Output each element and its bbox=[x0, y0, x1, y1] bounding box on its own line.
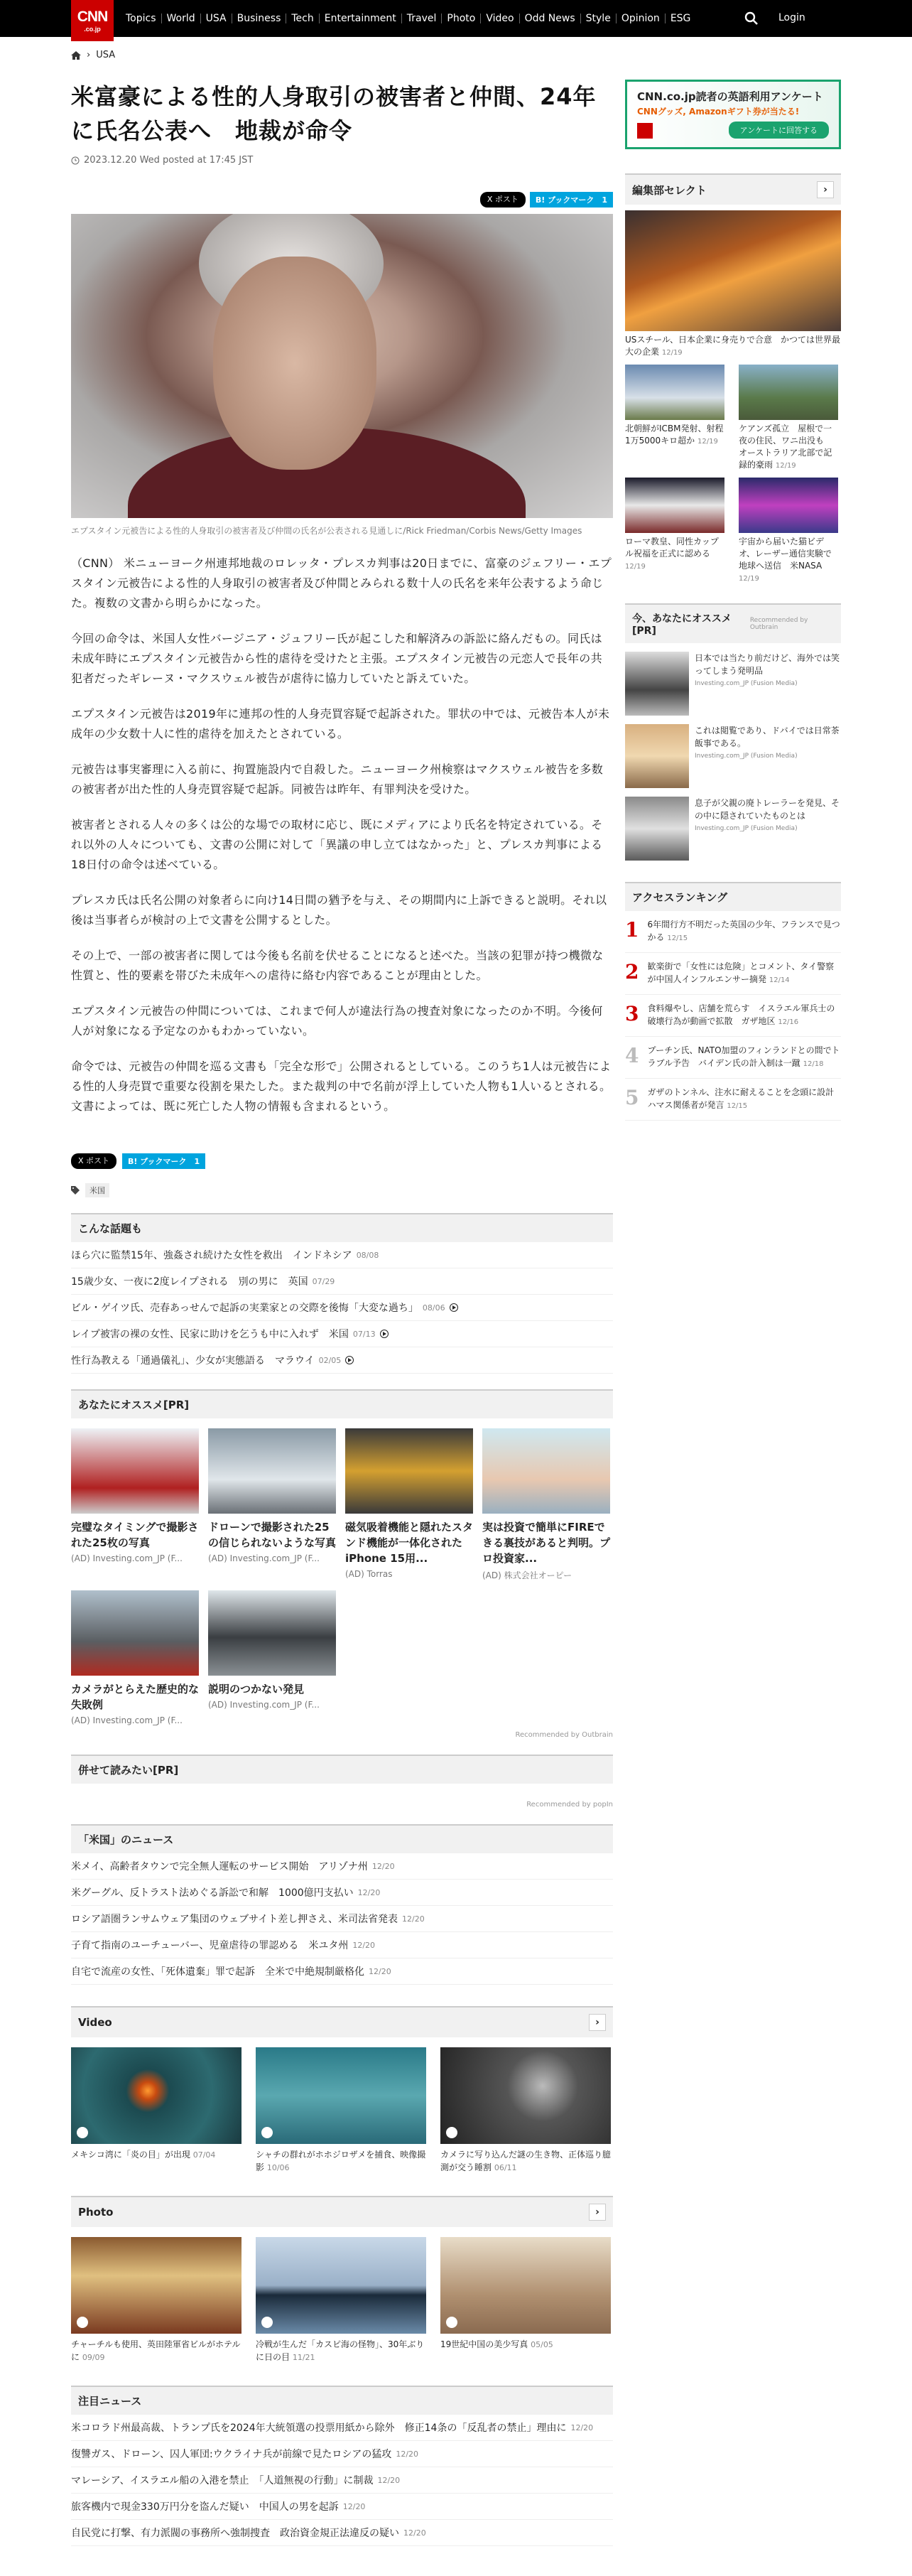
nav-item-11[interactable]: Opinion bbox=[617, 14, 666, 23]
list-item-title[interactable]: 15歳少女、一夜に2度レイプされる 別の男に 英国 bbox=[71, 1276, 308, 1288]
list-item[interactable] bbox=[71, 1321, 613, 1347]
rank-text bbox=[647, 960, 841, 987]
sidebar: CNN.co.jp読者の英語利用アンケート CNNグッズ, Amazonギフト券が当たる! アンケートに回答する 編集部セレクト › USスチール、日本企業に身売りで合意 かつては世界最大の企業 12/19 北朝鮮がICBM発射、射程1万5000キロ超か 12/19 ケアンズ孤立 屋根で一夜の住民、ワニ出没も オーストラリア北部で記録的豪雨 12/19 ローマ教皇、同性カップル祝福を正式に認める 12/19 宇宙から届いた猫ビデオ、レーザー通信実験で地球へ送信 米NASA 12/19 今、あなたにオススメ[PR] Recommended by Outbrain 日本では当たり前だけど、海外では笑ってしまう発明品 Investing.com_JP (Fusion Media) これは閲覧であり、ドバイでは日常茶飯事である。 Investing.com_JP (Fusion Media) 息子が父親の廃トレーラーを発見、その中に隠されていたものとは Investing.com_JP (Fusion Media) アクセスランキング 1 6年間行方不明だった英国の少年、フランスで見つかる 12/15 2 歓楽街で「女性には危険」とコメント、タイ警察が中国人インフルエンサー摘発 12/14 3 食料爆やし、店舗を荒らす イスラエル軍兵士の破壊行為が動画で拡散 ガザ地区 12/16 4 プーチン氏、NATO加盟のフィンランドとの間でトラブル予告 バイデン氏の計入制は一蹴 12/18 5 ガザのトンネル、注水に耐えることを念頭に設計 ハマス関係者が発言 12/15 bbox=[625, 80, 841, 1121]
card-title[interactable]: メキシコ湾に「炎の目」が出現 bbox=[71, 2150, 190, 2160]
section-title: 注目ニュース bbox=[78, 2395, 142, 2408]
card-image bbox=[625, 724, 689, 788]
card-image bbox=[739, 478, 838, 533]
x-post-button[interactable]: X ポスト bbox=[480, 192, 526, 208]
tags bbox=[71, 1183, 613, 1197]
chevron-right-icon[interactable]: › bbox=[817, 181, 834, 198]
card-title[interactable]: チャーチルも使用、英田陸軍省ビルがホテルに bbox=[71, 2339, 241, 2362]
recommend-card[interactable] bbox=[71, 1428, 199, 1581]
video-section bbox=[71, 2006, 613, 2174]
card-caption bbox=[256, 2148, 426, 2174]
camera-icon bbox=[446, 2317, 457, 2328]
outbrain-item[interactable] bbox=[625, 652, 841, 716]
card-title[interactable]: シャチの群れがホホジロザメを捕食、映像撮影 bbox=[256, 2150, 426, 2172]
clock-icon bbox=[71, 156, 80, 165]
chevron-right-icon[interactable]: › bbox=[589, 2204, 606, 2221]
card-date: 07/04 bbox=[192, 2150, 216, 2160]
photo-section bbox=[71, 2196, 613, 2364]
recommend-section bbox=[71, 1389, 613, 1739]
popin-credit[interactable]: Recommended by popIn bbox=[526, 1801, 613, 1809]
card-source: (AD) Torras bbox=[345, 1569, 393, 1579]
article-paragraph: その上で、一部の被害者に関しては今後も名前を伏せることになると述べた。当該の犯罪が持つ機微な性質と、性的要素を帯びた未成年への虐待に絡む内容であることが理由とした。 bbox=[71, 949, 604, 982]
photo-card[interactable] bbox=[71, 2237, 241, 2364]
survey-banner[interactable]: CNN.co.jp読者の英語利用アンケート CNNグッズ, Amazonギフト券が当たる! アンケートに回答する bbox=[625, 80, 841, 149]
list-item[interactable] bbox=[71, 2441, 613, 2467]
list-item[interactable] bbox=[71, 2467, 613, 2494]
card-caption bbox=[71, 2148, 241, 2162]
rank-number: 5 bbox=[625, 1086, 639, 1109]
ranking-item[interactable] bbox=[625, 995, 841, 1037]
breadcrumb: › USA bbox=[71, 50, 115, 60]
photo-card[interactable] bbox=[440, 2237, 611, 2364]
list-item-date: 12/20 bbox=[371, 1861, 395, 1871]
section-title: 今、あなたにオススメ[PR] bbox=[632, 613, 732, 637]
card-date: 12/19 bbox=[697, 438, 718, 446]
tag-usa[interactable]: 米国 bbox=[85, 1183, 109, 1197]
list-item-date: 07/13 bbox=[352, 1329, 376, 1339]
card-title[interactable]: 磁気吸着機能と隠れたスタンド機能が一体化されたiPhone 15用... bbox=[345, 1521, 474, 1565]
list-item-title[interactable]: ロシア語圏ランサムウェア集団のウェブサイト差し押さえ、米司法省発表 bbox=[71, 1914, 398, 1925]
list-item-date: 12/20 bbox=[402, 1914, 425, 1924]
list-item-date: 12/20 bbox=[369, 1966, 391, 1976]
card-caption bbox=[71, 2338, 241, 2364]
list-item-title[interactable]: 米グーグル、反トラスト法めぐる訴訟で和解 1000億円支払い bbox=[71, 1887, 354, 1899]
list-item-title[interactable]: 旅客機内で現金330万円分を盗んだ疑い 中国人の男を起訴 bbox=[71, 2501, 339, 2513]
hatena-bookmark-button[interactable]: B! ブックマーク 1 bbox=[530, 192, 613, 208]
section-title: Video bbox=[78, 2016, 112, 2029]
article-paragraph: エプスタイン元被告の仲間については、これまで何人が違法行為の捜査対象になったのか不明。今後何人が対象になる予定なのかもわかっていない。 bbox=[71, 1004, 603, 1038]
card-image bbox=[71, 2047, 241, 2144]
card-date: 12/19 bbox=[739, 575, 759, 583]
home-icon[interactable] bbox=[71, 51, 81, 60]
play-icon bbox=[261, 2127, 273, 2138]
article-main bbox=[71, 80, 613, 2546]
card-title[interactable]: 宇宙から届いた猫ビデオ、レーザー通信実験で地球へ送信 米NASA bbox=[739, 537, 832, 571]
recommend-card[interactable] bbox=[208, 1428, 336, 1581]
card-source: (AD) Investing.com_JP (F... bbox=[208, 1553, 320, 1563]
section-title: 編集部セレクト bbox=[632, 183, 707, 197]
card-title[interactable]: 19世紀中国の美少写真 bbox=[440, 2339, 528, 2349]
ranking-item[interactable] bbox=[625, 1079, 841, 1121]
article-paragraph: （CNN） 米ニューヨーク州連邦地裁のロレッタ・プレスカ判事は20日までに、富豪のジェフリー・エプスタイン元被告による性的人身取引の被害者及び仲間とみられる数十人の氏名を来年公表するよう命じた。複数の文書から明らかになった。 bbox=[71, 556, 612, 610]
tag-icon bbox=[71, 1186, 80, 1195]
card-title[interactable]: ローマ教皇、同性カップル祝福を正式に認める bbox=[625, 537, 719, 559]
rank-title[interactable]: プーチン氏、NATO加盟のフィンランドとの間でトラブル予告 バイデン氏の計入制は一蹴 bbox=[647, 1045, 840, 1068]
nav-item-4[interactable]: Tech bbox=[286, 14, 319, 23]
ranking-item[interactable] bbox=[625, 1037, 841, 1079]
outbrain-item[interactable] bbox=[625, 724, 841, 788]
card-title[interactable]: 完璧なタイミングで撮影された25枚の写真 bbox=[71, 1521, 199, 1549]
card-title[interactable]: カメラがとらえた歴史的な失敗例 bbox=[71, 1683, 200, 1711]
article-title: 米富豪による性的人身取引の被害者と仲間、24年に氏名公表へ 地裁が命令 bbox=[71, 83, 597, 144]
breadcrumb-current[interactable]: USA bbox=[96, 50, 116, 60]
list-item[interactable] bbox=[71, 1906, 613, 1932]
list-item-date: 12/20 bbox=[377, 2475, 401, 2485]
related-section bbox=[71, 1213, 613, 1374]
card-image bbox=[625, 652, 689, 716]
card-text bbox=[695, 797, 841, 861]
rank-number: 4 bbox=[625, 1044, 639, 1067]
play-icon bbox=[446, 2127, 457, 2138]
list-item[interactable] bbox=[71, 1268, 613, 1295]
video-card[interactable] bbox=[71, 2047, 241, 2174]
section-title: アクセスランキング bbox=[632, 891, 728, 904]
rank-title[interactable]: 食料爆やし、店舗を荒らす イスラエル軍兵士の破壊行為が動画で拡散 ガザ地区 bbox=[647, 1003, 835, 1026]
list-item-title[interactable]: 性行為教える「通過儀礼」、少女が実態語る マラウイ bbox=[71, 1355, 315, 1367]
ranking-item[interactable] bbox=[625, 953, 841, 995]
article-date: 2023.12.20 Wed posted at 17:45 JST bbox=[71, 155, 613, 166]
list-item-title[interactable]: 復讐ガス、ドローン、囚人軍団:ウクライナ兵が前線で見たロシアの猛攻 bbox=[71, 2449, 392, 2460]
article-paragraph: 今回の命令は、米国人女性バージニア・ジュフリー氏が起こした和解済みの訴訟に絡んだもの。同氏は未成年時にエプスタイン元被告から性的虐待を受けたと主張。エプスタイン元被告の元恋人で長年の共犯者だったギレーヌ・マクスウェル被告が虐待に協力していたと訴えていた。 bbox=[71, 632, 602, 685]
card-image bbox=[71, 1428, 199, 1514]
list-item-date: 12/20 bbox=[403, 2528, 426, 2538]
list-item-title[interactable]: 子育て指南のユーチューバー、児童虐待の罪認める 米ユタ州 bbox=[71, 1940, 349, 1951]
card-source: (AD) 株式会社オーピー bbox=[482, 1570, 572, 1580]
rank-text bbox=[647, 1086, 841, 1113]
card-source: (AD) Investing.com_JP (F... bbox=[208, 1700, 320, 1710]
card-text bbox=[695, 724, 841, 788]
list-item-title[interactable]: 自宅で流産の女性、「死体遺棄」罪で起訴 全米で中絶規制厳格化 bbox=[71, 1966, 364, 1978]
card-caption bbox=[739, 536, 838, 585]
main-nav bbox=[121, 14, 695, 23]
nav-item-2[interactable]: USA bbox=[201, 14, 232, 23]
list-item-date: 08/08 bbox=[356, 1250, 379, 1260]
card-image bbox=[625, 797, 689, 861]
card-date: 09/09 bbox=[82, 2353, 105, 2362]
list-item-date: 08/06 bbox=[422, 1303, 445, 1313]
chevron-right-icon[interactable]: › bbox=[589, 2014, 606, 2031]
select-card[interactable] bbox=[625, 478, 724, 585]
list-item-title[interactable]: 米メイ、高齢者タウンで完全無人運転のサービス開始 アリゾナ州 bbox=[71, 1861, 368, 1872]
section-title: こんな話題も bbox=[78, 1222, 143, 1235]
card-date: 05/05 bbox=[531, 2340, 553, 2349]
card-caption bbox=[440, 2148, 611, 2174]
section-title: あなたにオススメ[PR] bbox=[78, 1399, 190, 1411]
camera-icon bbox=[261, 2317, 273, 2328]
select-card[interactable] bbox=[625, 365, 724, 472]
photo-caption: エプスタイン元被告による性的人身取引の被害者及び仲間の氏名が公表される見通しに/Rick Friedman/Corbis News/Getty Images bbox=[71, 526, 582, 536]
card-title[interactable]: 息子が父親の廃トレーラーを発見、その中に隠されていたものとは bbox=[695, 798, 840, 821]
list-item[interactable] bbox=[71, 2494, 613, 2520]
card-title[interactable]: 説明のつかない発見 bbox=[208, 1683, 305, 1696]
rank-text bbox=[647, 918, 841, 945]
nav-item-9[interactable]: Odd News bbox=[520, 14, 581, 23]
nav-item-8[interactable]: Video bbox=[481, 14, 519, 23]
rank-title[interactable]: 歓楽街で「女性には危険」とコメント、タイ警察が中国人インフルエンサー摘発 bbox=[647, 961, 835, 984]
article-paragraph: プレスカ氏は氏名公開の対象者らに向け14日間の猶予を与え、その期間内に上訴できると説明。それ以後は当事者らが検討の上で文書を公開するとした。 bbox=[71, 893, 607, 927]
article-paragraph: 元被告は事実審理に入る前に、拘置施設内で自殺した。ニューヨーク州検察はマクスウェル被告を多数の被害者が出た性的人身売買容疑で起訴。同被告は昨年、有罪判決を受けた。 bbox=[71, 762, 604, 796]
list-item[interactable] bbox=[71, 2415, 613, 2441]
nav-item-0[interactable]: Topics bbox=[121, 14, 162, 23]
rank-date: 12/16 bbox=[778, 1018, 799, 1026]
card-image bbox=[345, 1428, 473, 1514]
recommend-card[interactable] bbox=[208, 1590, 336, 1725]
select-main[interactable]: USスチール、日本企業に身売りで合意 かつては世界最大の企業 12/19 bbox=[625, 210, 841, 359]
rank-number: 2 bbox=[625, 960, 639, 983]
card-source: (AD) Investing.com_JP (F... bbox=[71, 1553, 183, 1563]
rank-title[interactable]: ガザのトンネル、注水に耐えることを念頭に設計 ハマス関係者が発言 bbox=[647, 1087, 843, 1110]
select-card[interactable] bbox=[739, 365, 838, 472]
share-buttons-bottom bbox=[71, 1153, 613, 1169]
card-title[interactable]: カメラに写り込んだ謎の生き物、正体巡り臆測が交う睡割 bbox=[440, 2150, 612, 2172]
card-title[interactable]: ドローンで撮影された25の信じられないような写真 bbox=[208, 1521, 337, 1549]
list-item-title[interactable]: マレーシア、イスラエル船の入港を禁止 「人道無視の行動」に制裁 bbox=[71, 2475, 374, 2486]
card-image bbox=[482, 1428, 610, 1514]
x-post-button[interactable]: X ポスト bbox=[71, 1153, 116, 1169]
nav-item-7[interactable]: Photo bbox=[442, 14, 481, 23]
list-item-date: 12/20 bbox=[342, 2501, 366, 2511]
survey-button[interactable]: アンケートに回答する bbox=[729, 122, 829, 139]
us-news-section bbox=[71, 1824, 613, 1985]
select-main-image bbox=[625, 210, 841, 331]
card-title[interactable]: 北朝鮮がICBM発射、射程1万5000キロ超か bbox=[625, 424, 724, 446]
card-caption bbox=[625, 423, 724, 448]
card-title[interactable]: 冷戦が生んだ「カスピ海の怪物」、30年ぶりに日の目 bbox=[256, 2339, 425, 2362]
video-card[interactable] bbox=[256, 2047, 426, 2174]
video-play-icon bbox=[450, 1303, 458, 1312]
card-source: Investing.com_JP (Fusion Media) bbox=[695, 753, 798, 760]
list-item[interactable] bbox=[71, 1242, 613, 1268]
article-paragraph: エプスタイン元被告は2019年に連邦の性的人身売買容疑で起訴された。罪状の中では、元被告本人が未成年の少女数十人に性的虐待を加えたとされている。 bbox=[71, 707, 610, 740]
login-link[interactable]: Login bbox=[778, 12, 805, 23]
card-source: Investing.com_JP (Fusion Media) bbox=[695, 825, 798, 832]
video-card[interactable] bbox=[440, 2047, 611, 2174]
nav-item-6[interactable]: Travel bbox=[402, 14, 443, 23]
card-image bbox=[625, 365, 724, 420]
card-image bbox=[440, 2237, 611, 2334]
rank-text bbox=[647, 1002, 841, 1029]
recommend-card[interactable] bbox=[345, 1428, 473, 1581]
photo-card[interactable] bbox=[256, 2237, 426, 2364]
list-item[interactable] bbox=[71, 1295, 613, 1321]
rank-date: 12/14 bbox=[769, 976, 790, 984]
card-image bbox=[208, 1590, 336, 1676]
nav-item-3[interactable]: Business bbox=[232, 14, 287, 23]
rank-date: 12/18 bbox=[803, 1060, 824, 1068]
rank-date: 12/15 bbox=[667, 934, 688, 942]
cnn-mini-logo bbox=[637, 123, 653, 139]
section-title: 「米国」のニュース bbox=[78, 1833, 174, 1846]
list-item[interactable] bbox=[71, 1853, 613, 1880]
camera-icon bbox=[77, 2317, 88, 2328]
card-title[interactable]: 日本では当たり前だけど、海外では笑ってしまう発明品 bbox=[695, 653, 840, 676]
card-title[interactable]: 実は投資で簡単にFIREできる裏技があると判明。プロ投資家... bbox=[482, 1521, 611, 1565]
top-navbar bbox=[0, 0, 912, 37]
outbrain-credit[interactable]: Recommended by Outbrain bbox=[515, 1731, 613, 1739]
card-caption bbox=[625, 536, 724, 573]
card-image bbox=[256, 2047, 426, 2144]
card-image bbox=[440, 2047, 611, 2144]
card-source: (AD) Investing.com_JP (F... bbox=[71, 1715, 183, 1725]
list-item-title[interactable]: ビル・ゲイツ氏、売春あっせんで起訴の実業家との交際を後悔「大変な過ち」 bbox=[71, 1303, 418, 1314]
card-image bbox=[256, 2237, 426, 2334]
list-item-date: 02/05 bbox=[318, 1355, 342, 1365]
card-date: 11/21 bbox=[292, 2353, 315, 2362]
recommend-card[interactable] bbox=[482, 1428, 610, 1581]
card-caption bbox=[440, 2338, 611, 2351]
card-image bbox=[71, 1590, 199, 1676]
play-icon bbox=[77, 2127, 88, 2138]
section-title: Photo bbox=[78, 2206, 114, 2219]
attention-section bbox=[71, 2386, 613, 2546]
list-item-title[interactable]: ほら穴に監禁15年、強姦され続けた女性を救出 インドネシア bbox=[71, 1250, 352, 1261]
list-item[interactable] bbox=[71, 1880, 613, 1906]
rank-title[interactable]: 6年間行方不明だった英国の少年、フランスで見つかる bbox=[647, 920, 840, 942]
list-item[interactable] bbox=[71, 1347, 613, 1374]
search-icon[interactable] bbox=[744, 11, 759, 26]
rank-number: 1 bbox=[625, 918, 639, 942]
card-date: 12/19 bbox=[625, 563, 646, 571]
article-body bbox=[71, 554, 613, 1116]
card-title[interactable]: ケアンズ孤立 屋根で一夜の住民、ワニ出没も オーストラリア北部で記録的豪雨 bbox=[739, 424, 833, 470]
card-caption bbox=[256, 2338, 426, 2364]
rank-text bbox=[647, 1044, 841, 1071]
nav-item-12[interactable]: ESG bbox=[670, 13, 691, 24]
video-play-icon bbox=[380, 1330, 389, 1338]
list-item-title[interactable]: 米コロラド州最高裁、トランプ氏を2024年大統領選の投票用紙から除外 修正14条の「反乱者の禁止」理由に bbox=[71, 2423, 567, 2434]
article-paragraph: 被害者とされる人々の多くは公的な場での取材に応じ、既にメディアにより氏名を特定されている。それ以外の人々についても、文書の公開に対して「異議の申し立てはなかった」と、プレスカ判事による18日付の命令は述べている。 bbox=[71, 818, 603, 871]
list-item[interactable] bbox=[71, 1932, 613, 1958]
rank-number: 3 bbox=[625, 1002, 639, 1025]
video-play-icon bbox=[345, 1356, 354, 1364]
list-item-date: 12/20 bbox=[396, 2449, 419, 2459]
nav-item-5[interactable]: Entertainment bbox=[320, 14, 402, 23]
card-source: Investing.com_JP (Fusion Media) bbox=[695, 680, 798, 687]
card-image bbox=[625, 478, 724, 533]
article-paragraph: 命令では、元被告の仲間を巡る文書も「完全な形で」公開されるとしている。このうち1人は元被告による性的人身売買で重要な役割を果たした。また裁判の中で名前が浮上していた人物も1人いるとされる。文書によっては、既に死亡した人物の情報も含まれるという。 bbox=[71, 1060, 612, 1113]
card-date: 12/19 bbox=[775, 462, 796, 470]
article-photo bbox=[71, 214, 613, 518]
list-item-date: 12/20 bbox=[357, 1887, 381, 1897]
list-item-title[interactable]: レイプ被害の裸の女性、民家に助けを乞うも中に入れず 米国 bbox=[71, 1329, 349, 1340]
list-item-title[interactable]: 自民党に打撃、有力派閥の事務所へ強制捜査 政治資金規正法違反の疑い bbox=[71, 2528, 399, 2539]
recommend-card[interactable] bbox=[71, 1590, 199, 1725]
list-item-date: 07/29 bbox=[312, 1276, 335, 1286]
card-date: 10/06 bbox=[266, 2163, 290, 2172]
outbrain-item[interactable] bbox=[625, 797, 841, 861]
also-read-section bbox=[71, 1755, 613, 1809]
list-item-date: 12/20 bbox=[352, 1940, 376, 1950]
list-item[interactable] bbox=[71, 2520, 613, 2546]
ranking-item[interactable] bbox=[625, 911, 841, 953]
section-title: 併せて読みたい[PR] bbox=[78, 1764, 179, 1777]
card-title[interactable]: これは閲覧であり、ドバイでは日常茶飯事である。 bbox=[695, 726, 840, 748]
nav-item-10[interactable]: Style bbox=[581, 14, 617, 23]
hatena-bookmark-button[interactable]: B! ブックマーク 1 bbox=[122, 1153, 205, 1169]
card-caption bbox=[739, 423, 838, 472]
card-image bbox=[739, 365, 838, 420]
card-date: 06/11 bbox=[494, 2163, 517, 2172]
card-text bbox=[695, 652, 841, 716]
card-image bbox=[208, 1428, 336, 1514]
list-item-date: 12/20 bbox=[570, 2423, 594, 2432]
list-item[interactable] bbox=[71, 1958, 613, 1985]
share-buttons bbox=[480, 192, 613, 208]
rank-date: 12/15 bbox=[727, 1102, 748, 1110]
select-card[interactable] bbox=[739, 478, 838, 585]
card-image bbox=[71, 2237, 241, 2334]
nav-item-1[interactable]: World bbox=[162, 14, 201, 23]
cnn-logo[interactable]: CNN .co.jp bbox=[71, 0, 114, 41]
